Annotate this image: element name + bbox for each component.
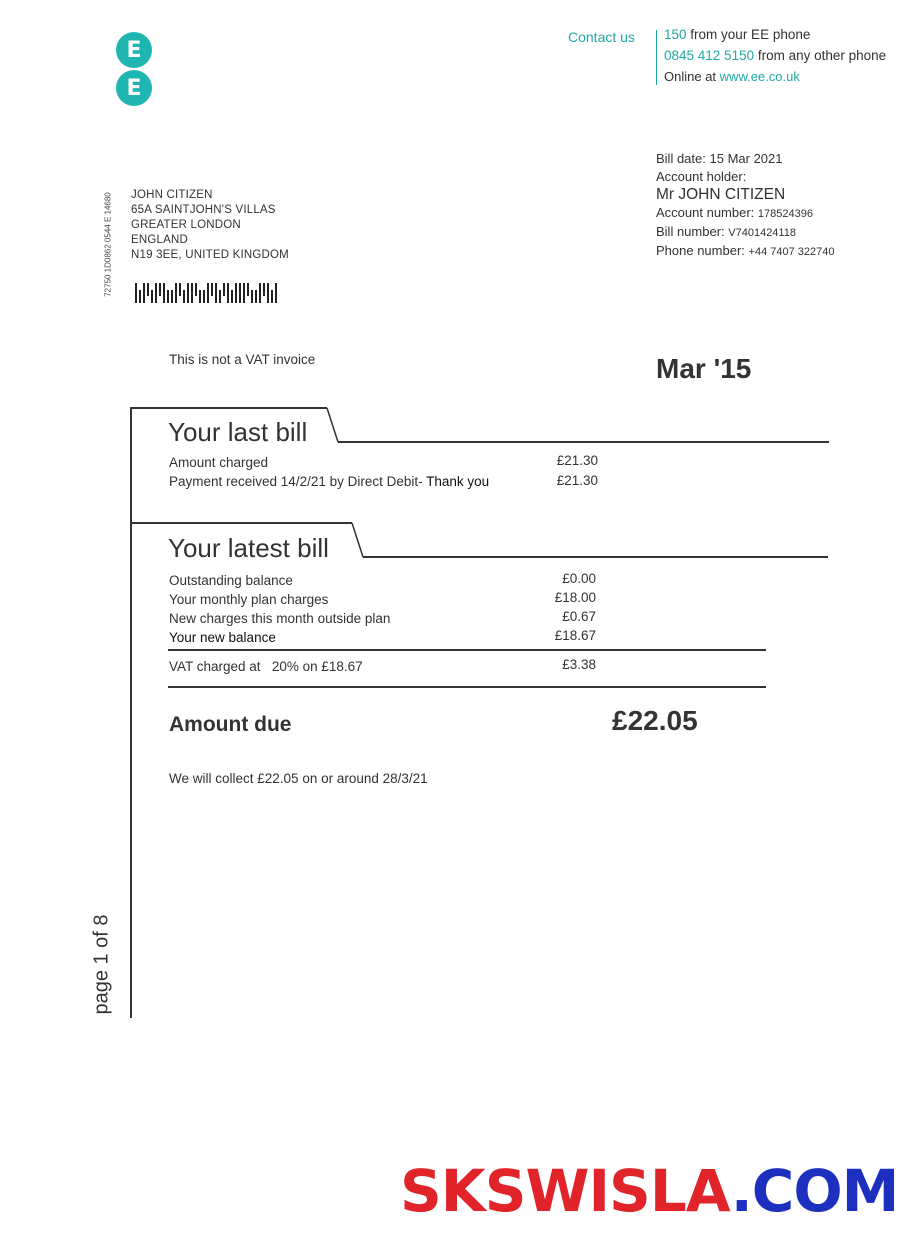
latest-bill-row-label: Your new balance (169, 630, 276, 645)
latest-bill-tab-slant (351, 522, 365, 558)
latest-bill-row-label: Outstanding balance (169, 573, 293, 588)
last-bill-title: Your last bill (168, 417, 308, 447)
barcode-bar (175, 283, 177, 303)
address-side-code: 72750 1D0862 0544 E 14680 (103, 192, 113, 297)
barcode-bar (139, 290, 141, 303)
watermark-suffix: .COM (730, 1157, 899, 1225)
barcode-bar (267, 283, 269, 303)
barcode-bar (179, 283, 181, 296)
vat-rule (168, 686, 766, 688)
barcode-bar (183, 290, 185, 303)
barcode-bar (155, 283, 157, 303)
barcode-bar (275, 283, 277, 303)
last-bill-tab-top (130, 407, 327, 409)
left-margin-rule (130, 408, 132, 1018)
ee-logo-bottom: E (116, 70, 152, 106)
barcode-bar (259, 283, 261, 303)
barcode-bar (251, 290, 253, 303)
last-bill-tab-slant (326, 407, 340, 443)
amount-due-label: Amount due (169, 713, 292, 736)
collection-note: We will collect £22.05 on or around 28/3/21 (169, 771, 428, 786)
ee-logo-top: E (116, 32, 152, 68)
phone-number: 0845 412 5150 (664, 48, 755, 63)
barcode-bar (195, 283, 197, 296)
barcode-bar (199, 290, 201, 303)
latest-bill-row-value: £18.00 (554, 590, 596, 605)
barcode-bar (211, 283, 213, 296)
barcode-bar (203, 290, 205, 303)
barcode-bar (187, 283, 189, 303)
amount-due-value: £22.05 (612, 705, 698, 736)
short-code: 150 (664, 27, 687, 42)
contact-divider (656, 30, 657, 85)
barcode-bar (243, 283, 245, 303)
barcode-bar (263, 283, 265, 296)
postal-barcode (135, 283, 277, 305)
bill-date: 15 Mar 2021 (709, 151, 783, 166)
barcode-bar (167, 290, 169, 303)
contact-line-2: 0845 412 5150 from any other phone (664, 48, 887, 63)
latest-bill-row-value: £18.67 (554, 628, 596, 643)
last-bill-underline (338, 441, 829, 443)
barcode-bar (235, 283, 237, 303)
watermark-main: SKSWISLA (400, 1157, 731, 1225)
barcode-bar (171, 290, 173, 303)
barcode-bar (215, 283, 217, 303)
barcode-bar (159, 283, 161, 296)
website-link[interactable]: www.ee.co.uk (719, 69, 800, 84)
barcode-bar (239, 283, 241, 303)
last-bill-row-label: Payment received 14/2/21 by Direct Debit- Thank you (169, 474, 490, 489)
last-bill-row-value: £21.30 (556, 473, 598, 488)
barcode-bar (147, 283, 149, 296)
barcode-bar (207, 283, 209, 303)
vat-row-value: £3.38 (562, 657, 596, 672)
barcode-bar (247, 283, 249, 296)
watermark (400, 1157, 898, 1225)
bill-period: Mar '15 (656, 353, 752, 384)
last-bill-row-label: Amount charged (169, 455, 269, 470)
latest-bill-tab-top (130, 522, 352, 524)
vat-note: This is not a VAT invoice (169, 352, 316, 367)
latest-bill-title: Your latest bill (168, 533, 329, 563)
vat-row-label: VAT charged at 20% on £18.67 (169, 659, 363, 674)
barcode-bar (135, 283, 137, 303)
latest-bill-row-value: £0.00 (562, 571, 596, 586)
barcode-bar (227, 283, 229, 303)
contact-line-1: 150 from your EE phone (664, 27, 811, 42)
account-info: Bill date: 15 Mar 2021 Account holder: Mr JOHN CITIZEN Account number: 178524396 Bill number: V7401424118 Phone number: +44 7407 322740 (656, 151, 835, 258)
contact-line-3: Online at www.ee.co.uk (664, 69, 800, 84)
balance-rule (168, 649, 766, 651)
latest-bill-row-value: £0.67 (562, 609, 596, 624)
barcode-bar (231, 290, 233, 303)
barcode-bar (151, 290, 153, 303)
barcode-bar (191, 283, 193, 303)
barcode-bar (143, 283, 145, 303)
barcode-bar (255, 290, 257, 303)
latest-bill-row-label: New charges this month outside plan (169, 611, 391, 626)
contact-us-label: Contact us (568, 29, 635, 45)
mailing-address: JOHN CITIZEN 65A SAINTJOHN'S VILLAS GREATER LONDON ENGLAND N19 3EE, UNITED KINGDOM (131, 189, 289, 261)
latest-bill-row-label: Your monthly plan charges (169, 592, 329, 607)
barcode-bar (223, 283, 225, 296)
barcode-bar (163, 283, 165, 303)
holder-name: Mr JOHN CITIZEN (656, 186, 786, 203)
page-indicator: page 1 of 8 (90, 914, 113, 1015)
latest-bill-underline (363, 556, 828, 558)
barcode-bar (271, 290, 273, 303)
barcode-bar (219, 290, 221, 303)
last-bill-row-value: £21.30 (556, 453, 598, 468)
